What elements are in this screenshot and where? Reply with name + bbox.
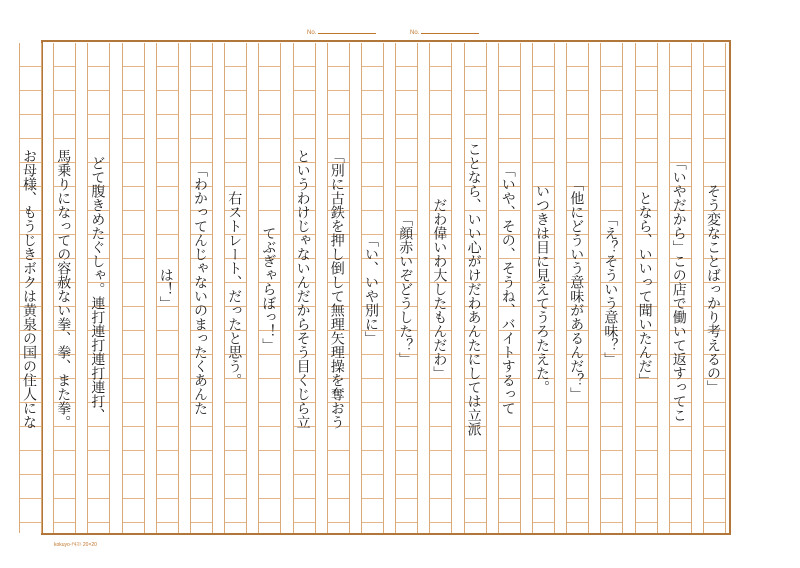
header-number-label: No. (307, 30, 317, 36)
manuscript-column (224, 43, 247, 533)
manuscript-column (258, 43, 281, 533)
manuscript-column (53, 43, 76, 533)
manuscript-column (19, 43, 42, 533)
manuscript-column (498, 43, 521, 533)
column-text: 「え？そういう意味？」 (602, 212, 619, 366)
column-text: は！」 (157, 268, 174, 310)
manuscript-column (600, 43, 623, 533)
manuscript-column (122, 43, 145, 533)
column-text: そう変なことばっかり考えるの」 (705, 184, 721, 394)
manuscript-sheet (21, 40, 731, 535)
column-text: 「い、いや別に」 (363, 233, 379, 345)
manuscript-columns (21, 43, 730, 533)
manuscript-column (361, 43, 384, 533)
manuscript-column (327, 43, 350, 533)
header-number-1 (307, 27, 376, 36)
column-text: というわけじゃないんだからそう目くじら立 (294, 149, 311, 429)
manuscript-column (566, 43, 589, 533)
header-number-label: No. (410, 30, 420, 36)
manuscript-column (87, 43, 110, 533)
column-text: 「他にどういう意味があるんだ？」 (568, 177, 585, 401)
manuscript-column (190, 43, 213, 533)
column-text: 「わかってんじゃないのまったくあんた (192, 163, 208, 415)
manuscript-column (635, 43, 658, 533)
column-text: どて腹きめたぐしゃ。連打連打連打連打、 (89, 156, 106, 422)
manuscript-column (429, 43, 452, 533)
manuscript-column (532, 43, 555, 533)
column-text: てぶぎゃらぼっ！」 (260, 226, 277, 352)
manuscript-column (293, 43, 316, 533)
column-text: 「いやだから」この店で働いて返すってこ (670, 156, 687, 422)
footer-label: kokuyo-ﾃｷｽﾄ 20×20 (54, 542, 97, 548)
header-number-line (318, 27, 376, 34)
column-text: 「いや、その、そうね、バイトするって (499, 163, 516, 415)
column-text: いつきは目に見えてうろたえた。 (534, 184, 550, 394)
manuscript-column (395, 43, 418, 533)
column-text (123, 46, 144, 532)
column-text: だわ偉いわ大したもんだわ」 (431, 198, 448, 380)
column-text: 馬乗りになっての容赦ない拳、拳、また拳。 (55, 149, 72, 429)
column-text: 右ストレート、だったと思う。 (226, 191, 243, 387)
header-number-2 (410, 27, 479, 36)
column-text: 「顔赤いぞどうした？」 (397, 212, 414, 366)
manuscript-column (703, 43, 726, 533)
column-text: となら、いいって聞いたんだ」 (636, 191, 653, 387)
manuscript-column (156, 43, 179, 533)
column-text: 「別に古鉄を押し倒して無理矢理操を奪おう (328, 149, 345, 429)
manuscript-column (464, 43, 487, 533)
column-text: お母様、もうじきボクは黄泉の国の住人にな (21, 149, 37, 429)
header-number-line (421, 27, 479, 34)
column-text: ことなら、いい心がけだわあんたにしては立派 (465, 142, 482, 436)
manuscript-column (669, 43, 692, 533)
